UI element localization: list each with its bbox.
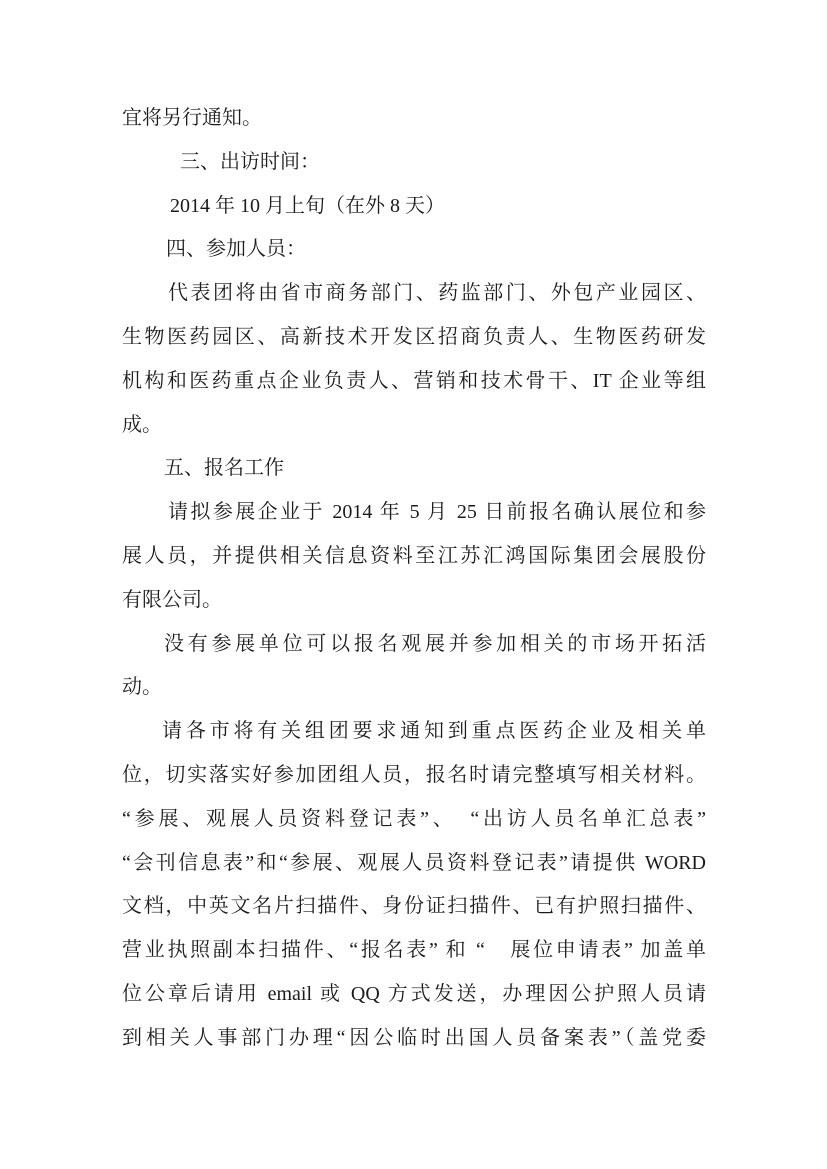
text-line: 有限公司。	[122, 588, 222, 611]
text-line: 请拟参展企业于 2014 年 5 月 25 日前报名确认展位和参	[168, 501, 706, 524]
text-line: 四、参加人员：	[166, 238, 306, 261]
text-line: 营业执照副本扫描件、“报名表” 和 “ 展位申请表” 加盖单	[122, 939, 706, 962]
text-line: 请各市将有关组团要求通知到重点医药企业及相关单	[162, 720, 706, 743]
text-line: 机构和医药重点企业负责人、营销和技术骨干、IT 企业等组	[122, 369, 706, 392]
text-line: 成。	[122, 413, 162, 436]
text-line: 三、出访时间：	[180, 150, 320, 173]
text-line: 五、报名工作	[164, 457, 284, 480]
text-line: 文档，中英文名片扫描件、身份证扫描件、已有护照扫描件、	[122, 895, 706, 918]
document-text	[122, 97, 706, 1061]
text-line: 没有参展单位可以报名观展并参加相关的市场开拓活	[164, 632, 706, 655]
text-line: 宜将另行通知。	[122, 107, 262, 129]
text-line: 生物医药园区、高新技术开发区招商负责人、生物医药研发	[122, 325, 706, 348]
text-line: 到相关人事部门办理“因公临时出国人员备案表”（盖党委	[122, 1026, 706, 1049]
text-line: 展人员，并提供相关信息资料至江苏汇鸿国际集团会展股份	[122, 544, 706, 567]
text-line: “会刊信息表”和“参展、观展人员资料登记表”请提供 WORD	[122, 851, 706, 874]
text-line: 2014 年 10 月上旬（在外 8 天）	[170, 194, 445, 217]
text-line: “参展、观展人员资料登记表”、 “出访人员名单汇总表”	[122, 807, 706, 830]
text-line: 位公章后请用 email 或 QQ 方式发送，办理因公护照人员请	[122, 982, 706, 1005]
text-line: 动。	[122, 676, 162, 699]
text-line: 位，切实落实好参加团组人员，报名时请完整填写相关材料。	[122, 763, 706, 786]
text-line: 代表团将由省市商务部门、药监部门、外包产业园区、	[168, 282, 706, 305]
